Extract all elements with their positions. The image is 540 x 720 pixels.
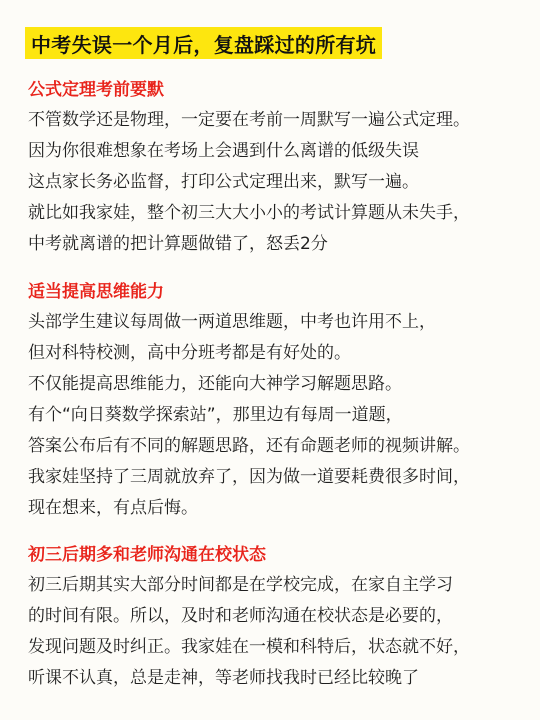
paragraph-line: 头部学生建议每周做一两道思维题，中考也许用不上， — [28, 312, 436, 332]
paragraph-line: 初三后期其实大部分时间都是在学校完成，在家自主学习 — [28, 575, 453, 595]
page-title: 中考失误一个月后，复盘踩过的所有坑 — [31, 32, 377, 57]
title-highlight — [25, 27, 382, 59]
paragraph-line: 中考就离谱的把计算题做错了，怒丢2分 — [28, 234, 328, 254]
section-heading: 适当提高思维能力 — [28, 282, 164, 302]
paragraph-line: 发现问题及时纠正。我家娃在一模和科特后，状态就不好， — [28, 637, 470, 657]
paragraph-line: 的时间有限。所以，及时和老师沟通在校状态是必要的， — [28, 606, 453, 626]
section-thinking — [28, 278, 536, 524]
section-heading: 公式定理考前要默 — [28, 80, 164, 100]
section-heading: 初三后期多和老师沟通在校状态 — [28, 545, 266, 565]
section-communication — [28, 541, 536, 694]
paragraph-line: 不管数学还是物理，一定要在考前一周默写一遍公式定理。 — [28, 110, 470, 130]
paragraph-line: 我家娃坚持了三周就放弃了，因为做一道要耗费很多时间， — [28, 467, 470, 487]
paragraph-line: 因为你很难想象在考场上会遇到什么离谱的低级失误 — [28, 141, 419, 161]
paragraph-line: 答案公布后有不同的解题思路，还有命题老师的视频讲解。 — [28, 436, 470, 456]
section-formula — [28, 76, 536, 260]
paragraph-line: 就比如我家娃，整个初三大大小小的考试计算题从未失手， — [28, 203, 470, 223]
paragraph-line: 这点家长务必监督，打印公式定理出来，默写一遍。 — [28, 172, 419, 192]
paragraph-line: 但对科特校测，高中分班考都是有好处的。 — [28, 343, 351, 363]
paragraph-line: 不仅能提高思维能力，还能向大神学习解题思路。 — [28, 374, 402, 394]
paragraph-line: 有个“向日葵数学探索站”，那里边有每周一道题， — [28, 405, 403, 425]
paragraph-line: 现在想来，有点后悔。 — [28, 498, 198, 518]
paragraph-line: 听课不认真，总是走神，等老师找我时已经比较晚了 — [28, 668, 419, 688]
